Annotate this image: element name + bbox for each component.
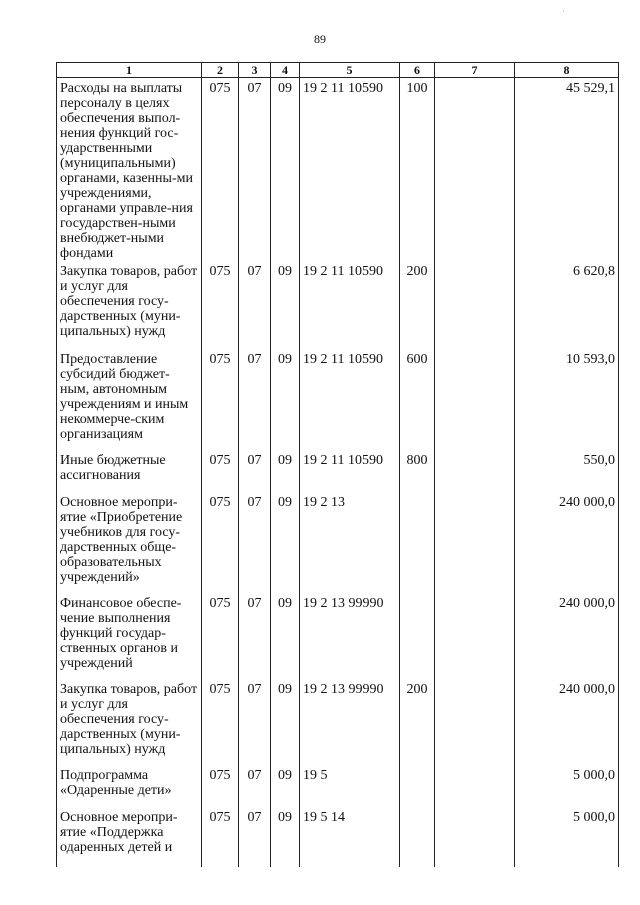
row-name: Закупка товаров, работ и услуг для обеспечения госу-дарственных (муни-ципальных) нужд [57,261,202,349]
col-header-8: 8 [515,63,619,78]
cell-subsection: 09 [271,807,300,867]
cell-section: 07 [239,261,271,349]
cell-col7 [435,765,515,807]
col-header-3: 3 [239,63,271,78]
cell-amount: 240 000,0 [515,679,619,765]
cell-expense-type [400,765,435,807]
cell-section: 07 [239,78,271,262]
scan-mark: · [562,6,565,16]
cell-subsection: 09 [271,492,300,593]
cell-target-article: 19 2 13 [300,492,400,593]
cell-admin-code: 075 [202,593,239,679]
cell-amount: 550,0 [515,450,619,492]
cell-subsection: 09 [271,593,300,679]
cell-section: 07 [239,492,271,593]
cell-expense-type: 800 [400,450,435,492]
cell-col7 [435,78,515,262]
col-header-7: 7 [435,63,515,78]
cell-col7 [435,492,515,593]
col-header-1: 1 [57,63,202,78]
cell-col7 [435,593,515,679]
cell-col7 [435,349,515,450]
table-row [57,261,619,349]
table-row [57,679,619,765]
cell-section: 07 [239,679,271,765]
cell-admin-code: 075 [202,765,239,807]
cell-admin-code: 075 [202,492,239,593]
cell-amount: 5 000,0 [515,765,619,807]
table-row [57,450,619,492]
page-number: 89 [314,32,326,46]
cell-subsection: 09 [271,765,300,807]
row-name: Основное меропри-ятие «Поддержка одаренных детей и [57,807,202,867]
col-header-4: 4 [271,63,300,78]
cell-target-article: 19 2 11 10590 [300,261,400,349]
cell-target-article: 19 2 11 10590 [300,450,400,492]
cell-target-article: 19 2 11 10590 [300,349,400,450]
cell-expense-type: 200 [400,679,435,765]
cell-expense-type: 200 [400,261,435,349]
row-name: Закупка товаров, работ и услуг для обеспечения госу-дарственных (муни-ципальных) нужд [57,679,202,765]
header-row [57,63,619,78]
cell-target-article: 19 2 13 99990 [300,593,400,679]
cell-admin-code: 075 [202,78,239,262]
cell-target-article: 19 2 11 10590 [300,78,400,262]
cell-col7 [435,450,515,492]
cell-admin-code: 075 [202,450,239,492]
cell-amount: 6 620,8 [515,261,619,349]
cell-admin-code: 075 [202,807,239,867]
cell-admin-code: 075 [202,349,239,450]
cell-subsection: 09 [271,349,300,450]
row-name: Основное меропри-ятие «Приобретение учебников для госу-дарственных обще-образовательных учреждений» [57,492,202,593]
cell-expense-type: 600 [400,349,435,450]
cell-section: 07 [239,807,271,867]
row-name: Предоставление субсидий бюджет-ным, автономным учреждениям и иным некоммерче-ским организациям [57,349,202,450]
cell-expense-type [400,593,435,679]
cell-subsection: 09 [271,450,300,492]
col-header-2: 2 [202,63,239,78]
cell-amount: 240 000,0 [515,492,619,593]
cell-col7 [435,679,515,765]
table-row [57,349,619,450]
cell-expense-type: 100 [400,78,435,262]
cell-amount: 5 000,0 [515,807,619,867]
budget-table [56,62,619,867]
table-row [57,807,619,867]
cell-section: 07 [239,765,271,807]
table-row [57,492,619,593]
cell-admin-code: 075 [202,679,239,765]
cell-subsection: 09 [271,679,300,765]
table-row [57,78,619,262]
row-name: Расходы на выплаты персоналу в целях обеспечения выпол-нения функций гос-ударственными (муниципальными) органами, казенны-ми учреждениями, органами управле-ния государствен-ными внебюджет-ными фондами [57,78,202,262]
cell-target-article: 19 5 [300,765,400,807]
cell-section: 07 [239,450,271,492]
cell-admin-code: 075 [202,261,239,349]
cell-target-article: 19 2 13 99990 [300,679,400,765]
row-name: Финансовое обеспе-чение выполнения функций государ-ственных органов и учреждений [57,593,202,679]
cell-amount: 10 593,0 [515,349,619,450]
cell-section: 07 [239,593,271,679]
cell-subsection: 09 [271,78,300,262]
row-name: Иные бюджетные ассигнования [57,450,202,492]
row-name: Подпрограмма «Одаренные дети» [57,765,202,807]
cell-col7 [435,261,515,349]
cell-expense-type [400,492,435,593]
cell-subsection: 09 [271,261,300,349]
cell-expense-type [400,807,435,867]
table-row [57,593,619,679]
cell-amount: 240 000,0 [515,593,619,679]
cell-target-article: 19 5 14 [300,807,400,867]
table-row [57,765,619,807]
cell-col7 [435,807,515,867]
cell-amount: 45 529,1 [515,78,619,262]
col-header-5: 5 [300,63,400,78]
col-header-6: 6 [400,63,435,78]
cell-section: 07 [239,349,271,450]
